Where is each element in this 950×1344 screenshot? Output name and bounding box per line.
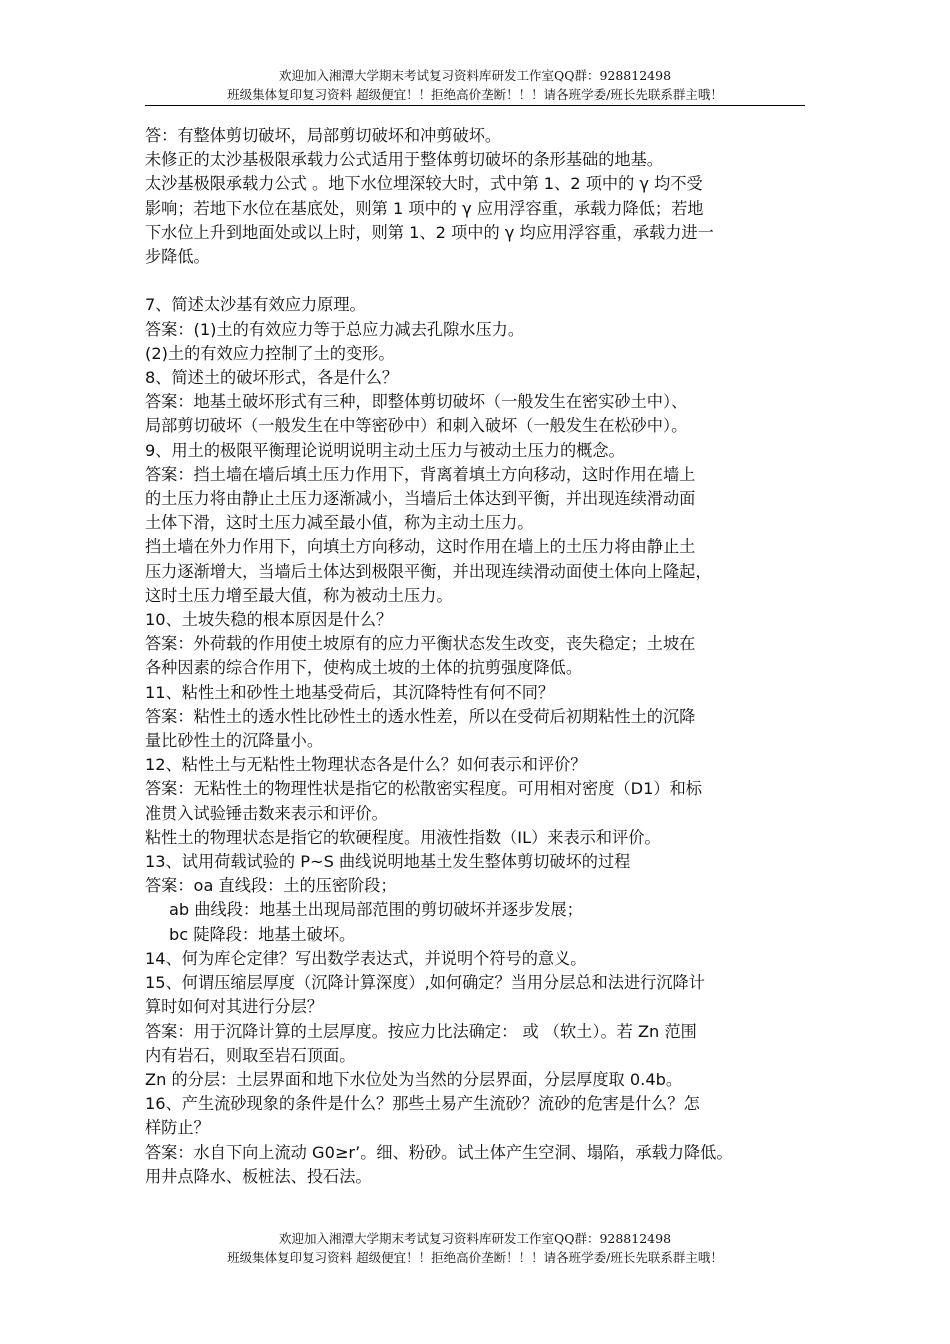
text-line: 的土压力将由静止土压力逐渐减小，当墙后土体达到平衡，并出现连续滑动面 (145, 489, 696, 509)
text-line: 影响；若地下水位在基底处，则第 1 项中的 γ 应用浮容重，承载力降低；若地 (145, 198, 704, 218)
text-line: 步降低。 (145, 247, 210, 267)
question-heading: 16、产生流砂现象的条件是什么？那些土易产生流砂？流砂的危害是什么？怎 (145, 1094, 700, 1114)
text-line: 各种因素的综合作用下，使构成土坡的土体的抗剪强度降低。 (145, 658, 583, 678)
text-line: 答案：挡土墙在墙后填土压力作用下，背离着填土方向移动，这时作用在墙上 (145, 464, 696, 484)
text-line: 答案：地基土破坏形式有三种，即整体剪切破坏（一般发生在密实砂土中）、 (145, 392, 688, 412)
text-line: 挡土墙在外力作用下，向填土方向移动，这时作用在墙上的土压力将由静止土 (145, 537, 696, 557)
text-line: 算时如何对其进行分层？ (145, 997, 324, 1017)
question-heading: 15、何谓压缩层厚度（沉降计算深度）,如何确定？当用分层总和法进行沉降计 (145, 973, 705, 993)
text-line: 量比砂性土的沉降量小。 (145, 731, 324, 751)
text-line: 内有岩石，则取至岩石顶面。 (145, 1045, 356, 1065)
text-line: 压力逐渐增大，当墙后土体达到极限平衡，并出现连续滑动面使土体向上隆起， (145, 561, 712, 581)
text-line: 答案：oa 直线段：土的压密阶段； (145, 876, 397, 896)
footer-line-2: 班级集体复印复习资料 超级便宜！！拒绝高价垄断！！！请各班学委/班长先联系群主哦！ (227, 1250, 723, 1265)
text-line: 准贯入试验锤击数来表示和评价。 (145, 803, 388, 823)
text-line: 未修正的太沙基极限承载力公式适用于整体剪切破坏的条形基础的地基。 (145, 150, 663, 170)
text-line: 答案：用于沉降计算的土层厚度。按应力比法确定： 或 （软土）。若 Zn 范围 (145, 1021, 697, 1041)
text-line: Zn 的分层：土层界面和地下水位处为当然的分层界面，分层厚度取 0.4b。 (145, 1069, 683, 1089)
text-line: 用井点降水、板桩法、投石法。 (145, 1166, 372, 1186)
document-body (145, 124, 815, 1189)
text-line: 答案：(1)土的有效应力等于总应力减去孔隙水压力。 (145, 319, 525, 339)
text-line: (2)土的有效应力控制了土的变形。 (145, 343, 395, 363)
question-heading: 9、用土的极限平衡理论说明说明主动土压力与被动土压力的概念。 (145, 440, 625, 460)
question-heading: 11、粘性土和砂性土地基受荷后，其沉降特性有何不同？ (145, 682, 555, 702)
text-line: 局部剪切破坏（一般发生在中等密砂中）和刺入破坏（一般发生在松砂中）。 (145, 416, 688, 436)
question-heading: 7、简述太沙基有效应力原理。 (145, 295, 366, 315)
header-divider (145, 105, 805, 106)
text-line: 土体下滑，这时土压力减至最小值，称为主动土压力。 (145, 513, 534, 533)
question-heading: 13、试用荷载试验的 P~S 曲线说明地基土发生整体剪切破坏的过程 (145, 852, 631, 872)
text-line: ab 曲线段：地基土出现局部范围的剪切破坏并逐步发展； (169, 900, 583, 920)
header-line-1: 欢迎加入湘潭大学期末考试复习资料库研发工作室QQ群：928812498 (278, 68, 672, 83)
text-line: 这时土压力增至最大值，称为被动土压力。 (145, 585, 453, 605)
text-line: 答案：粘性土的透水性比砂性土的透水性差，所以在受荷后初期粘性土的沉降 (145, 706, 696, 726)
text-line: bc 陡降段：地基土破坏。 (169, 924, 356, 944)
page-footer (145, 1229, 805, 1267)
text-line: 下水位上升到地面处或以上时，则第 1、2 项中的 γ 均应用浮容重，承载力进一 (145, 222, 714, 242)
text-line: 样防止？ (145, 1118, 210, 1138)
blank-line (145, 269, 815, 293)
text-line: 答案：无粘性土的物理性状是指它的松散密实程度。可用相对密度（D1）和标 (145, 779, 702, 799)
question-heading: 12、粘性土与无粘性土物理状态各是什么？如何表示和评价？ (145, 755, 587, 775)
footer-line-1: 欢迎加入湘潭大学期末考试复习资料库研发工作室QQ群：928812498 (278, 1231, 672, 1246)
header-line-2: 班级集体复印复习资料 超级便宜！！拒绝高价垄断！！！请各班学委/班长先联系群主哦！ (227, 87, 723, 102)
question-heading: 10、土坡失稳的根本原因是什么？ (145, 610, 393, 630)
text-line: 答案：外荷载的作用使土坡原有的应力平衡状态发生改变，丧失稳定；土坡在 (145, 634, 696, 654)
text-line: 答案：水自下向上流动 G0≥r’。细、粉砂。试土体产生空洞、塌陷，承载力降低。 (145, 1142, 733, 1162)
text-line: 粘性土的物理状态是指它的软硬程度。用液性指数（IL）来表示和评价。 (145, 827, 661, 847)
text-line: 太沙基极限承载力公式 。地下水位埋深较大时，式中第 1、2 项中的 γ 均不受 (145, 174, 703, 194)
question-heading: 8、简述土的破坏形式，各是什么？ (145, 368, 399, 388)
text-line: 答：有整体剪切破坏，局部剪切破坏和冲剪破坏。 (145, 126, 502, 145)
page-header (145, 66, 805, 104)
question-heading: 14、何为库仑定律？写出数学表达式，并说明个符号的意义。 (145, 948, 587, 968)
